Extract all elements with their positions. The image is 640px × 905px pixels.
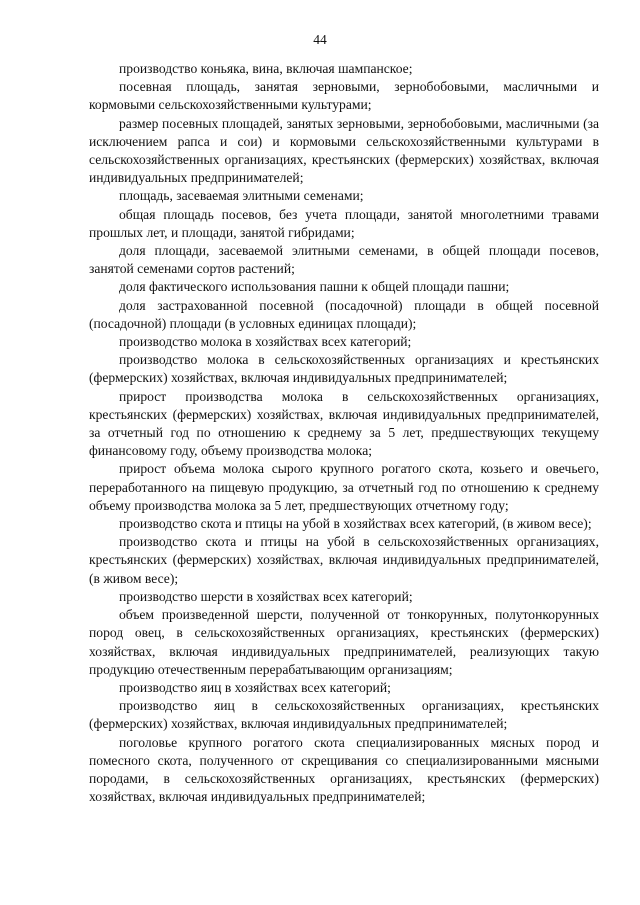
paragraph: прирост производства молока в сельскохозяйственных организациях, крестьянских (фермерских) хозяйствах, включая индивидуальных предпринимателей, за отчетный год по отношению к среднему за 5 лет, предшествующих текущему финансовому году, объему производства молока; (89, 388, 599, 459)
paragraph: объем произведенной шерсти, полученной от тонкорунных, полутонкорунных пород овец, в сельскохозяйственных организациях, крестьянских (фермерских) хозяйствах, включая индивидуальных предпринимателей, реализующих такую продукцию отечественным перерабатывающим организациям; (89, 607, 599, 677)
paragraph: поголовье крупного рогатого скота специализированных мясных пород и помесного скота, полученного от скрещивания со специализированными мясными породами, в сельскохозяйственных организациях, крестьянских (фермерских) хозяйствах, включая индивидуальных предпринимателей; (89, 734, 599, 805)
paragraph: доля площади, засеваемой элитными семенами, в общей площади посевов, занятой семенами сортов растений; (89, 243, 599, 277)
paragraph: производство скота и птицы на убой в хозяйствах всех категорий, (в живом весе); (119, 516, 592, 532)
paragraph: производство молока в хозяйствах всех категорий; (119, 334, 412, 350)
paragraph: производство шерсти в хозяйствах всех категорий; (119, 588, 413, 604)
paragraph: общая площадь посевов, без учета площади, занятой многолетними травами прошлых лет, и площади, занятой гибридами; (89, 206, 599, 240)
paragraph: посевная площадь, занятая зерновыми, зернобобовыми, масличными и кормовыми сельскохозяйственными культурами; (89, 79, 599, 113)
paragraph: производство скота и птицы на убой в сельскохозяйственных организациях, крестьянских (фермерских) хозяйствах, включая индивидуальных предпринимателей, (в живом весе); (89, 534, 599, 586)
paragraph: размер посевных площадей, занятых зерновыми, зернобобовыми, масличными (за исключением рапса и сои) и кормовыми сельскохозяйственными культурами в сельскохозяйственных организациях, крестьянских (фермерских) хозяйствах, включая индивидуальных предпринимателей; (89, 115, 599, 186)
page-number: 44 (313, 32, 327, 47)
paragraph: доля застрахованной посевной (посадочной) площади в общей посевной (посадочной) площади (в условных единицах площади); (89, 297, 599, 331)
document-body (89, 60, 599, 806)
paragraph: прирост объема молока сырого крупного рогатого скота, козьего и овечьего, переработанного на пищевую продукцию, за отчетный год по отношению к среднему объему производства молока за 5 лет, предшествующих отчетному году; (89, 461, 599, 513)
paragraph: производство коньяка, вина, включая шампанское; (119, 61, 413, 76)
paragraph: площадь, засеваемая элитными семенами; (119, 188, 364, 204)
paragraph: производство яиц в сельскохозяйственных организациях, крестьянских (фермерских) хозяйствах, включая индивидуальных предпринимателей; (89, 698, 599, 732)
paragraph: производство молока в сельскохозяйственных организациях и крестьянских (фермерских) хозяйствах, включая индивидуальных предпринимателей; (89, 352, 599, 386)
paragraph: производство яиц в хозяйствах всех категорий; (119, 679, 391, 695)
paragraph: доля фактического использования пашни к общей площади пашни; (119, 279, 510, 295)
